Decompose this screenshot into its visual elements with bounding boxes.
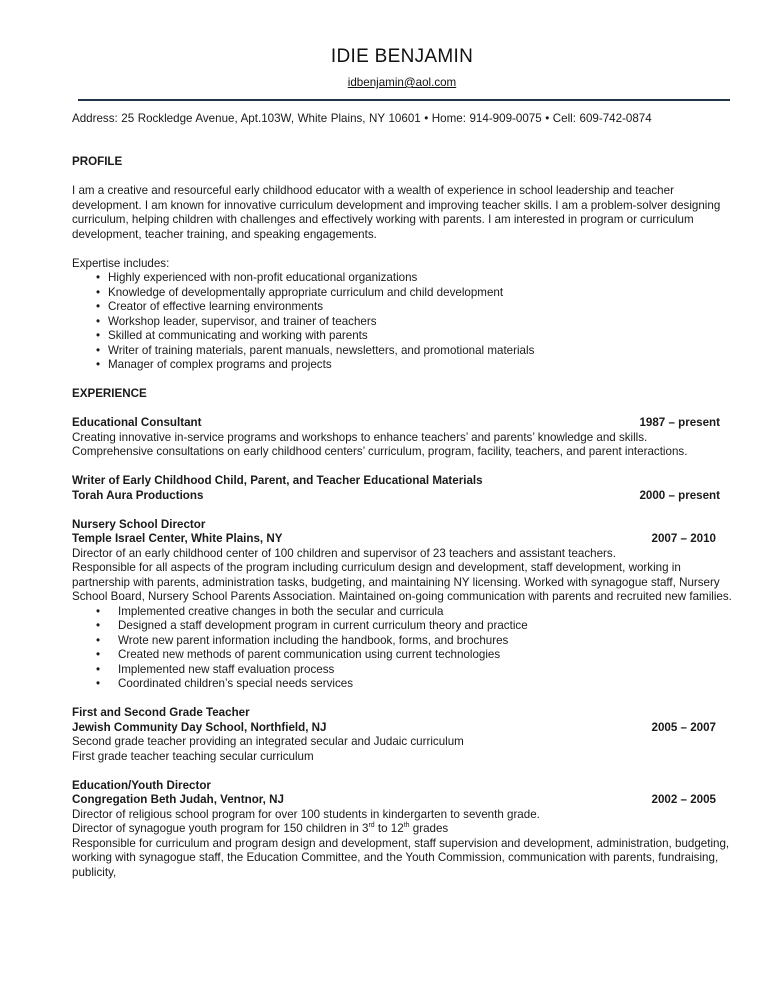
job-dates: 2002 – 2005 <box>651 793 716 806</box>
job-title: Nursery School Director <box>72 517 206 531</box>
job-organization: Congregation Beth Judah, Ventnor, NJ <box>72 793 284 806</box>
job-description: Director of synagogue youth program for 150 children in 3rd to 12th grades <box>72 822 449 835</box>
job-description: Comprehensive consultations on early childhood centers’ curriculum, program, facility, teachers, and parent interactions. <box>72 445 688 458</box>
job-dates: 2005 – 2007 <box>651 720 716 734</box>
expertise-list <box>72 271 732 373</box>
bullet-icon: • <box>96 343 101 357</box>
list-item: • Created new methods of parent communication using current technologies <box>96 648 501 661</box>
job-title: Education/Youth Director <box>72 778 211 792</box>
job-consultant-header <box>72 416 732 431</box>
job-dates: 1987 – present <box>639 416 720 429</box>
list-item: • Implemented new staff evaluation process <box>96 662 335 676</box>
list-item: • Manager of complex programs and projects <box>96 358 332 371</box>
list-item: • Coordinated children’s special needs services <box>96 677 354 690</box>
list-item: • Wrote new parent information including the handbook, forms, and brochures <box>96 633 509 647</box>
header-divider <box>78 99 730 101</box>
candidate-name: IDIE BENJAMIN <box>330 46 474 67</box>
job-organization: Temple Israel Center, White Plains, NY <box>72 532 283 545</box>
job-youth-header <box>72 793 732 808</box>
resume-content <box>72 155 732 880</box>
job-dates: 2000 – present <box>639 488 720 502</box>
job-title: First and Second Grade Teacher <box>72 706 250 719</box>
bullet-icon: • <box>96 648 101 661</box>
list-item: • Skilled at communicating and working with parents <box>96 329 368 342</box>
list-item: • Writer of training materials, parent manuals, newsletters, and promotional materials <box>96 343 535 357</box>
job-description: Creating innovative in-service programs and workshops to enhance teachers’ and parents’ knowledge and skills. <box>72 430 648 444</box>
job-writer-header <box>72 489 732 504</box>
profile-heading: PROFILE <box>72 155 123 168</box>
bullet-icon: • <box>96 604 101 618</box>
list-item: • Designed a staff development program in current curriculum theory and practice <box>96 619 528 632</box>
job-description: First grade teacher teaching secular curriculum <box>72 749 314 763</box>
job-title: Writer of Early Childhood Child, Parent, and Teacher Educational Materials <box>72 474 483 487</box>
bullet-icon: • <box>96 271 101 284</box>
job-description: Responsible for all aspects of the program including curriculum design and development, staff development, working in partnership with parents, administration tasks, budgeting, and maintaining NY licensing. Worked with synagogue staff, Nursery School Board, Nursery School Parents Association. Maintained on-going communication with parents and recruited new families. <box>72 561 732 603</box>
job-dates: 2007 – 2010 <box>651 532 716 545</box>
bullet-icon: • <box>96 677 101 690</box>
job-teacher-header <box>72 721 732 736</box>
list-item: • Implemented creative changes in both the secular and curricula <box>96 604 444 618</box>
experience-heading: EXPERIENCE <box>72 387 147 400</box>
profile-summary: I am a creative and resourceful early childhood educator with a wealth of experience in school leadership and teacher development. I am known for innovative curriculum development and improving teacher skills. I am a problem-solver designing curriculum, helping children with challenges and effectively working with parents. I am interested in program or curriculum development, teacher training, and speaking engagements. <box>72 184 721 241</box>
director-achievements <box>72 605 732 692</box>
contact-address-line: Address: 25 Rockledge Avenue, Apt.103W, White Plains, NY 10601 • Home: 914-909-0075 • Cell: 609-742-0874 <box>72 112 652 125</box>
list-item: • Highly experienced with non-profit educational organizations <box>96 271 418 284</box>
job-description: Director of religious school program for over 100 students in kindergarten to seventh grade. <box>72 807 540 821</box>
email-link[interactable]: idbenjamin@aol.com <box>347 76 457 89</box>
bullet-icon: • <box>96 329 101 342</box>
bullet-icon: • <box>96 358 101 371</box>
job-description: Director of an early childhood center of 100 children and supervisor of 23 teachers and assistant teachers. <box>72 546 616 560</box>
job-organization: Jewish Community Day School, Northfield, NJ <box>72 720 327 734</box>
bullet-icon: • <box>96 285 101 299</box>
list-item: • Workshop leader, supervisor, and trainer of teachers <box>96 314 377 328</box>
job-description: Responsible for curriculum and program design and development, staff supervision and development, administration, budgeting, working with synagogue staff, the Education Committee, and the Youth Commission, communication with parents, fundraising, publicity, <box>72 836 730 879</box>
bullet-icon: • <box>96 633 101 647</box>
list-item: • Creator of effective learning environments <box>96 300 324 313</box>
bullet-icon: • <box>96 314 101 328</box>
bullet-icon: • <box>96 662 101 676</box>
list-item: • Knowledge of developmentally appropriate curriculum and child development <box>96 285 504 299</box>
job-title: Educational Consultant <box>72 416 202 429</box>
bullet-icon: • <box>96 300 101 313</box>
job-organization: Torah Aura Productions <box>72 488 204 502</box>
job-description: Second grade teacher providing an integrated secular and Judaic curriculum <box>72 735 464 748</box>
bullet-icon: • <box>96 619 101 632</box>
job-director-header <box>72 532 732 547</box>
expertise-intro: Expertise includes: <box>72 256 170 270</box>
